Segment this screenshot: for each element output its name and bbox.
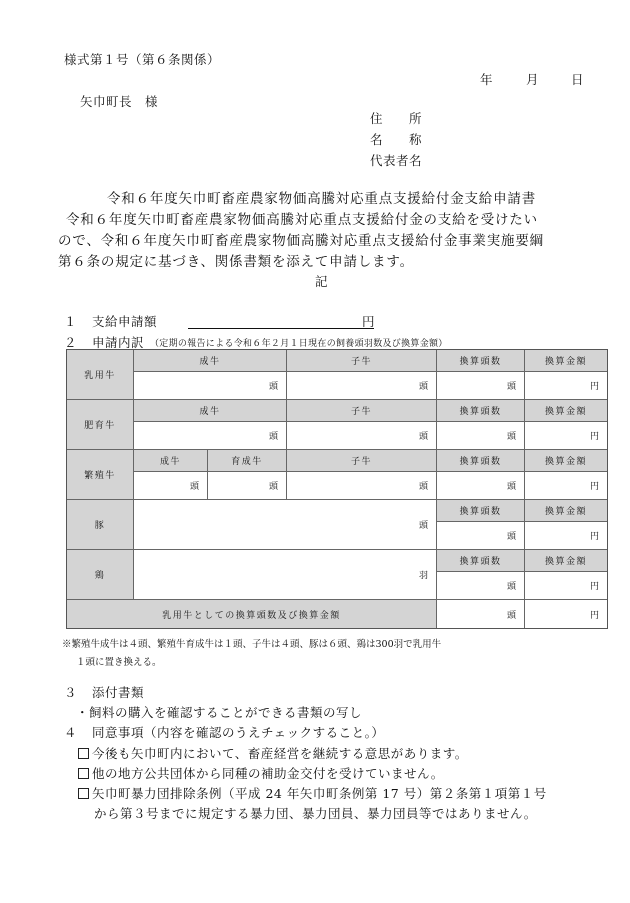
section2-number: ２ [64, 335, 78, 350]
breeding-heads-field[interactable]: 頭 [437, 472, 525, 500]
breeding-calf-field[interactable]: 頭 [287, 472, 437, 500]
pig-heads-field[interactable]: 頭 [437, 522, 525, 550]
header-converted-amount: 換算金額 [525, 550, 607, 572]
row-label-breeding: 繁殖牛 [67, 450, 134, 500]
breeding-adult-field[interactable]: 頭 [134, 472, 208, 500]
row-label-chicken: 鶏 [67, 550, 134, 600]
consent-item-3[interactable] [78, 784, 547, 802]
footnote-line-1: ※繁殖牛成牛は４頭、繁殖牛育成牛は１頭、子牛は４頭、豚は６頭、鶏は300羽で乳用牛 [62, 639, 442, 650]
checkbox[interactable] [78, 788, 89, 799]
dairy-calf-field[interactable]: 頭 [287, 372, 437, 400]
body-line-2: ので、令和６年度矢巾町畜産農家物価高騰対応重点支援給付金事業実施要綱 [58, 233, 544, 249]
footnote-line-2: １頭に置き換える。 [76, 657, 162, 668]
consent-item-2[interactable] [78, 764, 444, 782]
applicant-representative-label: 代表者名 [370, 153, 423, 168]
form-number: 様式第１号（第６条関係） [64, 52, 221, 67]
header-converted-heads: 換算頭数 [437, 550, 525, 572]
dairy-heads-field[interactable]: 頭 [437, 372, 525, 400]
consent-text: 他の地方公共団体から同種の補助金交付を受けていません。 [92, 766, 444, 781]
beef-heads-field[interactable]: 頭 [437, 422, 525, 450]
beef-adult-field[interactable]: 頭 [134, 422, 287, 450]
consent-item-3-continued: から第３号までに規定する暴力団、暴力団員、暴力団員等ではありません。 [94, 806, 537, 821]
breeding-amount-field[interactable]: 円 [525, 472, 607, 500]
header-calf: 子牛 [287, 400, 437, 422]
section1-number: １ [64, 314, 78, 329]
date-month: 月 [526, 72, 540, 87]
checkbox[interactable] [78, 748, 89, 759]
beef-calf-field[interactable]: 頭 [287, 422, 437, 450]
row-label-dairy: 乳用牛 [67, 350, 134, 400]
header-converted-heads: 換算頭数 [437, 450, 525, 472]
header-converted-heads: 換算頭数 [437, 350, 525, 372]
beef-amount-field[interactable]: 円 [525, 422, 607, 450]
section2-label: 申請内訳 [92, 335, 145, 350]
row-label-beef: 肥育牛 [67, 400, 134, 450]
header-calf: 子牛 [287, 450, 437, 472]
header-calf: 子牛 [287, 350, 437, 372]
header-heifer: 育成牛 [208, 450, 287, 472]
dairy-adult-field[interactable]: 頭 [134, 372, 287, 400]
consent-item-1[interactable] [78, 744, 468, 762]
total-label: 乳用牛としての換算頭数及び換算金額 [67, 600, 437, 628]
section2-note: （定期の報告による令和６年２月１日現在の飼養頭羽数及び換算金額） [150, 339, 448, 349]
section4-number: ４ [64, 725, 78, 740]
date-day: 日 [571, 72, 585, 87]
document-title: 令和６年度矢巾町畜産農家物価高騰対応重点支援給付金支給申請書 [107, 191, 536, 207]
attachment-item: ・飼料の購入を確認することができる書類の写し [76, 705, 363, 720]
consent-text: 矢巾町暴力団排除条例（平成 24 年矢巾町条例第 17 号）第２条第１項第１号 [92, 786, 547, 801]
header-converted-amount: 換算金額 [525, 400, 607, 422]
body-line-3: 第６条の規定に基づき、関係書類を添えて申請します。 [58, 254, 414, 270]
total-heads-field[interactable]: 頭 [437, 600, 525, 628]
applicant-name-label: 名 称 [370, 132, 423, 147]
header-adult: 成牛 [134, 350, 287, 372]
section3-label: 添付書類 [92, 685, 145, 700]
chicken-heads-field[interactable]: 頭 [437, 572, 525, 600]
section3-number: ３ [64, 685, 78, 700]
header-converted-heads: 換算頭数 [437, 400, 525, 422]
applicant-address-label: 住 所 [370, 111, 423, 126]
header-converted-amount: 換算金額 [525, 500, 607, 522]
pig-amount-field[interactable]: 円 [525, 522, 607, 550]
addressee: 矢巾町長 様 [80, 94, 159, 109]
ki-heading: 記 [315, 274, 329, 289]
dairy-amount-field[interactable]: 円 [525, 372, 607, 400]
body-line-1: 令和６年度矢巾町畜産農家物価高騰対応重点支援給付金の支給を受けたい [66, 212, 538, 228]
total-amount-field[interactable]: 円 [589, 610, 599, 621]
section1-unit: 円 [362, 314, 376, 329]
header-converted-heads: 換算頭数 [437, 500, 525, 522]
breakdown-table [66, 349, 608, 629]
chicken-count-field[interactable]: 羽 [134, 550, 437, 600]
section1-label: 支給申請額 [92, 314, 158, 329]
pig-count-field[interactable]: 頭 [134, 500, 437, 550]
chicken-amount-field[interactable]: 円 [525, 572, 607, 600]
header-adult: 成牛 [134, 450, 208, 472]
amount-field-underline[interactable] [188, 328, 374, 329]
date-year: 年 [480, 72, 494, 87]
consent-text: 今後も矢巾町内において、畜産経営を継続する意思があります。 [92, 746, 468, 761]
header-converted-amount: 換算金額 [525, 350, 607, 372]
checkbox[interactable] [78, 768, 89, 779]
header-converted-amount: 換算金額 [525, 450, 607, 472]
breeding-heifer-field[interactable]: 頭 [208, 472, 287, 500]
row-label-pig: 豚 [67, 500, 134, 550]
section4-label: 同意事項（内容を確認のうえチェックすること。） [92, 725, 385, 740]
header-adult: 成牛 [134, 400, 287, 422]
